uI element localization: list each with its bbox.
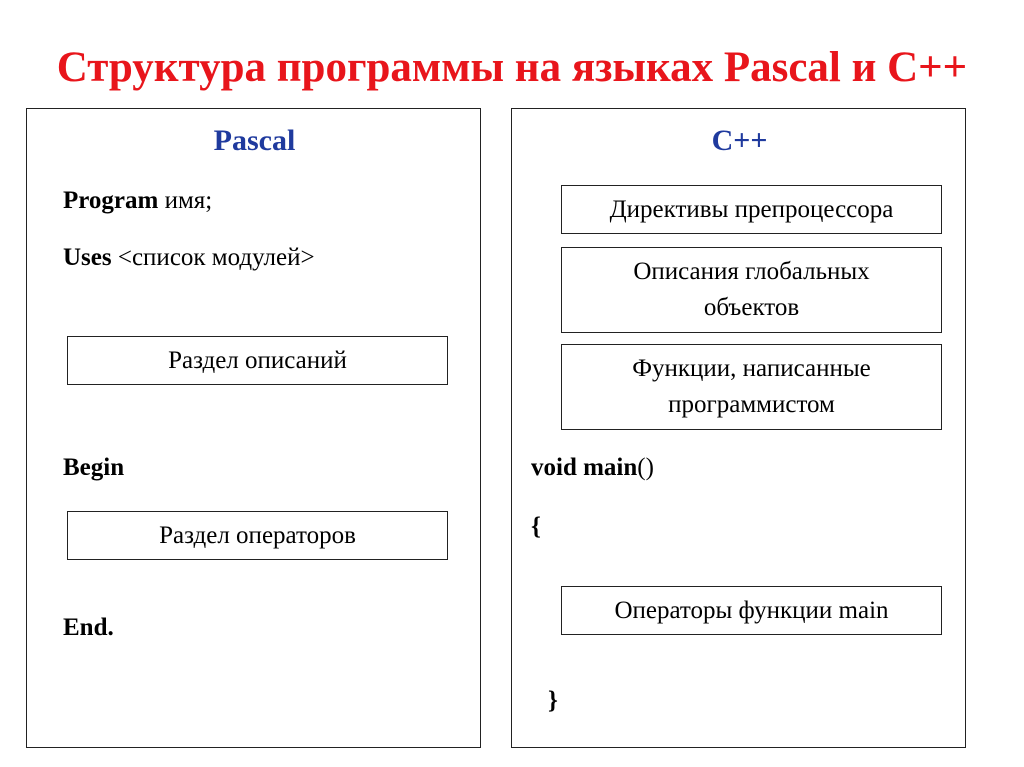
slide-title: Структура программы на языках Pascal и C++ bbox=[56, 44, 968, 91]
begin-keyword: Begin bbox=[63, 454, 125, 481]
user-functions-line2: программистом bbox=[668, 391, 835, 418]
void-main-parens: () bbox=[637, 454, 654, 481]
global-objects-box bbox=[561, 247, 942, 333]
pascal-panel bbox=[26, 108, 481, 748]
operators-section-box: Раздел операторов bbox=[67, 511, 448, 560]
open-brace: { bbox=[531, 513, 541, 540]
uses-modules-text: <список модулей> bbox=[111, 244, 315, 271]
global-objects-line2: объектов bbox=[703, 294, 800, 321]
user-functions-box bbox=[561, 344, 942, 430]
void-main-keyword: void main bbox=[531, 454, 638, 481]
end-keyword: End. bbox=[63, 614, 114, 641]
user-functions-line1: Функции, написанные bbox=[632, 355, 871, 382]
close-brace: } bbox=[548, 687, 558, 714]
global-objects-line1: Описания глобальных bbox=[633, 258, 870, 285]
cpp-panel bbox=[511, 108, 966, 748]
uses-keyword: Uses bbox=[63, 244, 112, 271]
uses-line bbox=[63, 242, 315, 274]
main-operators-box: Операторы функции main bbox=[561, 586, 942, 635]
program-name-text: имя; bbox=[158, 187, 213, 214]
preprocessor-directives-box: Директивы препроцессора bbox=[561, 185, 942, 234]
descriptions-section-box: Раздел описаний bbox=[67, 336, 448, 385]
pascal-heading: Pascal bbox=[213, 124, 296, 157]
cpp-heading: C++ bbox=[711, 124, 768, 157]
program-keyword: Program bbox=[63, 187, 159, 214]
program-line bbox=[63, 185, 212, 217]
void-main-line bbox=[531, 452, 654, 484]
